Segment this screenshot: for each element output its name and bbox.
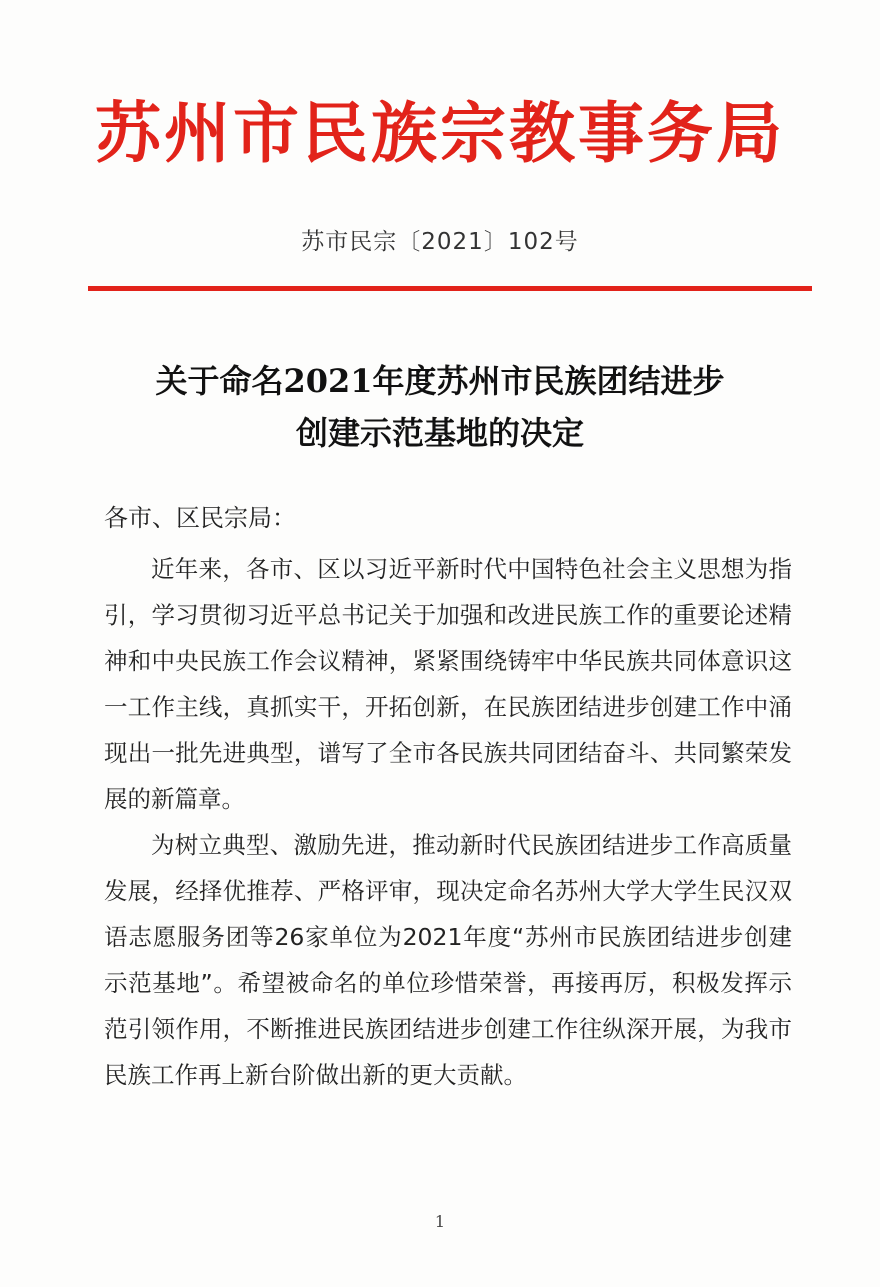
document-title bbox=[60, 355, 820, 459]
paragraph-text: 近年来，各市、区以习近平新时代中国特色社会主义思想为指引，学习贯彻习近平总书记关于加强和改进民族工作的重要论述精神和中央民族工作会议精神，紧紧围绕铸牢中华民族共同体意识这一工作主线，真抓实干，开拓创新，在民族团结进步创建工作中涌现出一批先进典型，谱写了全市各民族共同团结奋斗、共同繁荣发展的新篇章。 bbox=[104, 555, 792, 813]
page-number: 1 bbox=[434, 1212, 446, 1231]
document-title-line-2: 创建示范基地的决定 bbox=[295, 414, 584, 452]
paragraph-text: 为树立典型、激励先进，推动新时代民族团结进步工作高质量发展，经择优推荐、严格评审，现决定命名苏州大学大学生民汉双语志愿服务团等26家单位为2021年度“苏州市民族团结进步创建示范基地”。希望被命名的单位珍惜荣誉，再接再厉，积极发挥示范引领作用，不断推进民族团结进步创建工作往纵深开展，为我市民族工作再上新台阶做出新的更大贡献。 bbox=[104, 831, 792, 1089]
red-divider-line bbox=[88, 286, 812, 291]
document-title-line-1: 关于命名2021年度苏州市民族团结进步 bbox=[155, 362, 725, 400]
salutation: 各市、区民宗局： bbox=[104, 504, 296, 532]
body-paragraph-2 bbox=[104, 822, 792, 1098]
document-number: 苏市民宗〔2021〕102号 bbox=[301, 229, 579, 255]
agency-letterhead-title: 苏州市民族宗教事务局 bbox=[95, 94, 785, 172]
body-paragraph-1 bbox=[104, 546, 792, 822]
